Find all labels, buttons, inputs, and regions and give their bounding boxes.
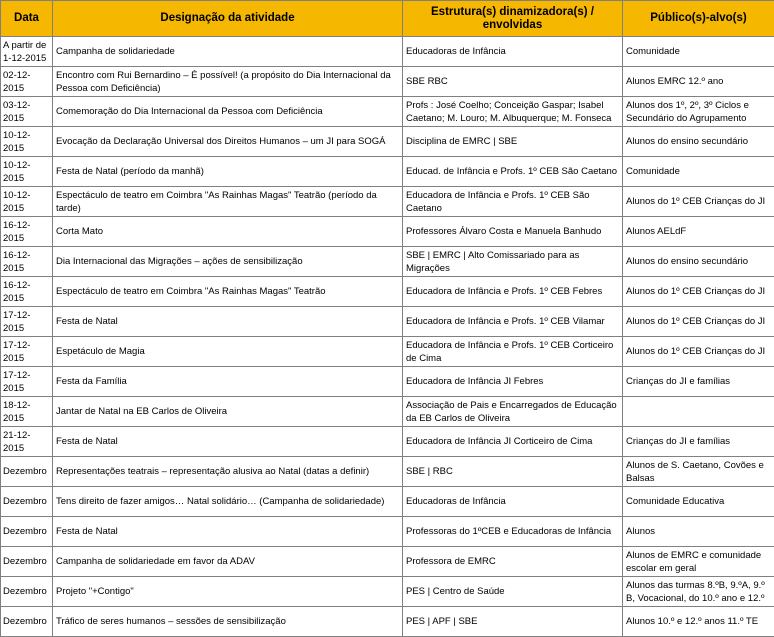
audience-cell: Alunos das turmas 8.ºB, 9.ºA, 9.º B, Vocacional, do 10.º ano e 12.º [623, 577, 774, 607]
structures-cell: PES | APF | SBE [403, 607, 623, 637]
activity-cell: Evocação da Declaração Universal dos Direitos Humanos – um JI para SOGÁ [53, 127, 403, 157]
header-audience: Público(s)-alvo(s) [623, 1, 774, 37]
activity-cell: Festa da Família [53, 367, 403, 397]
structures-cell: Associação de Pais e Encarregados de Educação da EB Carlos de Oliveira [403, 397, 623, 427]
structures-cell: Educadora de Infância e Profs. 1º CEB Febres [403, 277, 623, 307]
activity-cell: Comemoração do Dia Internacional da Pessoa com Deficiência [53, 97, 403, 127]
header-activity: Designação da atividade [53, 1, 403, 37]
audience-cell: Alunos do ensino secundário [623, 127, 774, 157]
audience-cell: Alunos EMRC 12.º ano [623, 67, 774, 97]
date-cell: 16-12-2015 [1, 247, 53, 277]
audience-cell [623, 397, 774, 427]
date-cell: 16-12-2015 [1, 217, 53, 247]
table-row [1, 367, 774, 397]
date-cell: Dezembro [1, 517, 53, 547]
structures-cell: Profs : José Coelho; Conceição Gaspar; Isabel Caetano; M. Louro; M. Albuquerque; M. Fonseca [403, 97, 623, 127]
table-row [1, 547, 774, 577]
audience-cell: Alunos [623, 517, 774, 547]
activity-cell: Tens direito de fazer amigos… Natal solidário… (Campanha de solidariedade) [53, 487, 403, 517]
structures-cell: PES | Centro de Saúde [403, 577, 623, 607]
date-cell: 17-12-2015 [1, 367, 53, 397]
table-row [1, 487, 774, 517]
structures-cell: Educadoras de Infância [403, 487, 623, 517]
activity-cell: Espectáculo de teatro em Coimbra "As Rainhas Magas" Teatrão [53, 277, 403, 307]
structures-cell: Professores Álvaro Costa e Manuela Banhudo [403, 217, 623, 247]
date-cell: 02-12-2015 [1, 67, 53, 97]
activity-cell: Espetáculo de Magia [53, 337, 403, 367]
audience-cell: Alunos de S. Caetano, Covões e Balsas [623, 457, 774, 487]
audience-cell: Comunidade [623, 157, 774, 187]
audience-cell: Alunos do 1º CEB Crianças do JI [623, 307, 774, 337]
audience-cell: Comunidade Educativa [623, 487, 774, 517]
date-cell: 03-12-2015 [1, 97, 53, 127]
audience-cell: Alunos dos 1º, 2º, 3º Ciclos e Secundário do Agrupamento [623, 97, 774, 127]
activity-cell: Festa de Natal [53, 427, 403, 457]
date-cell: 10-12-2015 [1, 187, 53, 217]
date-cell: 16-12-2015 [1, 277, 53, 307]
structures-cell: Professora de EMRC [403, 547, 623, 577]
table-row [1, 217, 774, 247]
header-row [1, 1, 774, 37]
activity-cell: Encontro com Rui Bernardino – É possível! (a propósito do Dia Internacional da Pessoa com Deficiência) [53, 67, 403, 97]
audience-cell: Alunos do 1º CEB Crianças do JI [623, 337, 774, 367]
structures-cell: Educadora de Infância e Profs. 1º CEB Vilamar [403, 307, 623, 337]
structures-cell: Disciplina de EMRC | SBE [403, 127, 623, 157]
table-row [1, 307, 774, 337]
structures-cell: Educadora de Infância e Profs. 1º CEB Corticeiro de Cima [403, 337, 623, 367]
activity-cell: Corta Mato [53, 217, 403, 247]
activity-cell: Representações teatrais – representação alusiva ao Natal (datas a definir) [53, 457, 403, 487]
structures-cell: SBE | EMRC | Alto Comissariado para as Migrações [403, 247, 623, 277]
table-row [1, 67, 774, 97]
structures-cell: SBE RBC [403, 67, 623, 97]
activity-cell: Projeto "+Contigo" [53, 577, 403, 607]
audience-cell: Alunos AELdF [623, 217, 774, 247]
date-cell: Dezembro [1, 547, 53, 577]
activity-cell: Campanha de solidariedade [53, 37, 403, 67]
table-row [1, 337, 774, 367]
structures-cell: Educadora de Infância JI Corticeiro de Cima [403, 427, 623, 457]
structures-cell: Professoras do 1ºCEB e Educadoras de Infância [403, 517, 623, 547]
structures-cell: Educadora de Infância JI Febres [403, 367, 623, 397]
date-cell: 21-12-2015 [1, 427, 53, 457]
structures-cell: Educad. de Infância e Profs. 1º CEB São Caetano [403, 157, 623, 187]
table-body [1, 37, 774, 637]
date-cell: Dezembro [1, 577, 53, 607]
table-row [1, 607, 774, 637]
table-row [1, 187, 774, 217]
table-row [1, 37, 774, 67]
audience-cell: Crianças do JI e famílias [623, 367, 774, 397]
activity-cell: Espectáculo de teatro em Coimbra "As Rainhas Magas" Teatrão (período da tarde) [53, 187, 403, 217]
date-cell: 17-12-2015 [1, 307, 53, 337]
audience-cell: Alunos do ensino secundário [623, 247, 774, 277]
table-row [1, 127, 774, 157]
table-row [1, 157, 774, 187]
date-cell: A partir de 1-12-2015 [1, 37, 53, 67]
date-cell: Dezembro [1, 607, 53, 637]
header-structures: Estrutura(s) dinamizadora(s) / envolvidas [403, 1, 623, 37]
audience-cell: Alunos de EMRC e comunidade escolar em geral [623, 547, 774, 577]
table-row [1, 247, 774, 277]
date-cell: Dezembro [1, 457, 53, 487]
date-cell: 18-12-2015 [1, 397, 53, 427]
activity-cell: Festa de Natal [53, 517, 403, 547]
structures-cell: Educadora de Infância e Profs. 1º CEB São Caetano [403, 187, 623, 217]
audience-cell: Alunos do 1º CEB Crianças do JI [623, 187, 774, 217]
table-row [1, 277, 774, 307]
table-row [1, 97, 774, 127]
activity-cell: Dia Internacional das Migrações – ações de sensibilização [53, 247, 403, 277]
table-row [1, 457, 774, 487]
activity-cell: Campanha de solidariedade em favor da ADAV [53, 547, 403, 577]
audience-cell: Alunos do 1º CEB Crianças do JI [623, 277, 774, 307]
table-row [1, 517, 774, 547]
audience-cell: Alunos 10.º e 12.º anos 11.º TE [623, 607, 774, 637]
date-cell: Dezembro [1, 487, 53, 517]
header-date: Data [1, 1, 53, 37]
table-row [1, 397, 774, 427]
audience-cell: Comunidade [623, 37, 774, 67]
activity-cell: Festa de Natal (período da manhã) [53, 157, 403, 187]
activity-cell: Jantar de Natal na EB Carlos de Oliveira [53, 397, 403, 427]
activity-cell: Tráfico de seres humanos – sessões de sensibilização [53, 607, 403, 637]
structures-cell: Educadoras de Infância [403, 37, 623, 67]
date-cell: 17-12-2015 [1, 337, 53, 367]
structures-cell: SBE | RBC [403, 457, 623, 487]
date-cell: 10-12-2015 [1, 157, 53, 187]
table-row [1, 427, 774, 457]
audience-cell: Crianças do JI e famílias [623, 427, 774, 457]
date-cell: 10-12-2015 [1, 127, 53, 157]
table-row [1, 577, 774, 607]
activity-cell: Festa de Natal [53, 307, 403, 337]
